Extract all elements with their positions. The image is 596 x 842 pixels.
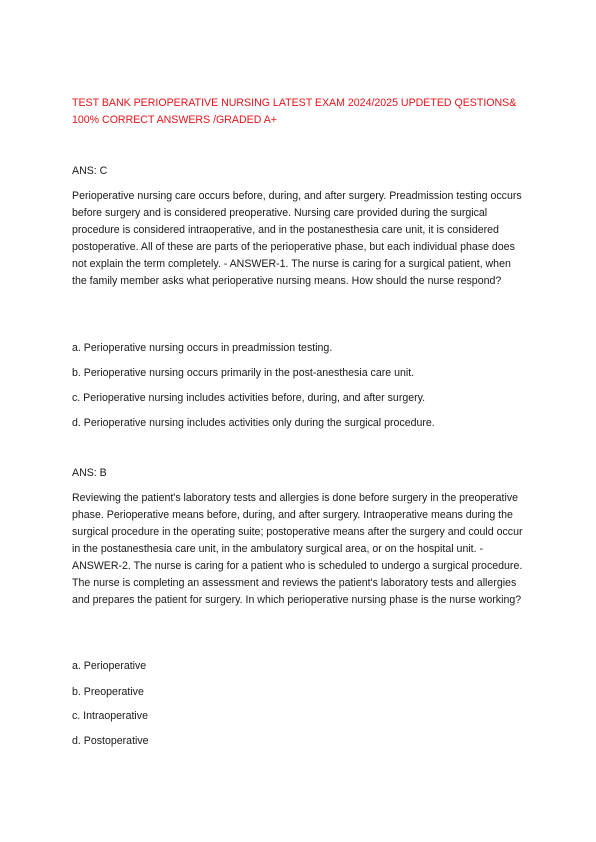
document-title: TEST BANK PERIOPERATIVE NURSING LATEST EXAM 2024/2025 UPDETED QESTIONS& 100% CORRECT ANSWERS /GRADED A+ <box>72 97 517 126</box>
option-b: b. Preoperative <box>72 686 144 698</box>
explanation-paragraph: Perioperative nursing care occurs before, during, and after surgery. Preadmission testing occurs before surgery and is considered preoperative. Nursing care provided during the surgical procedure is considered intraoperative, and in the postanesthesia care unit, it is considered postoperative. All of these are parts of the perioperative phase, but each individual phase does not explain the term completely. - ANSWER-1. The nurse is caring for a surgical patient, when the family member asks what perioperative nursing means. How should the nurse respond? <box>72 190 522 287</box>
option-b: b. Perioperative nursing occurs primarily in the post-anesthesia care unit. <box>72 367 415 379</box>
option-a: a. Perioperative nursing occurs in preadmission testing. <box>72 342 333 354</box>
answer-label: ANS: B <box>72 467 107 479</box>
option-d: d. Postoperative <box>72 735 149 747</box>
answer-label: ANS: C <box>72 165 108 177</box>
option-c: c. Perioperative nursing includes activities before, during, and after surgery. <box>72 392 426 404</box>
option-a: a. Perioperative <box>72 660 147 672</box>
explanation-paragraph: Reviewing the patient's laboratory tests and allergies is done before surgery in the preoperative phase. Perioperative means before, during, and after surgery. Intraoperative means during the surgical procedure in the operating suite; postoperative means after the surgery and could occur in the postanesthesia care unit, in the ambulatory surgical area, or on the hospital unit. - ANSWER-2. The nurse is caring for a patient who is scheduled to undergo a surgical procedure. The nurse is completing an assessment and reviews the patient's laboratory tests and allergies and prepares the patient for surgery. In which perioperative nursing phase is the nurse working? <box>72 492 523 606</box>
option-c: c. Intraoperative <box>72 710 148 722</box>
option-d: d. Perioperative nursing includes activities only during the surgical procedure. <box>72 417 435 429</box>
